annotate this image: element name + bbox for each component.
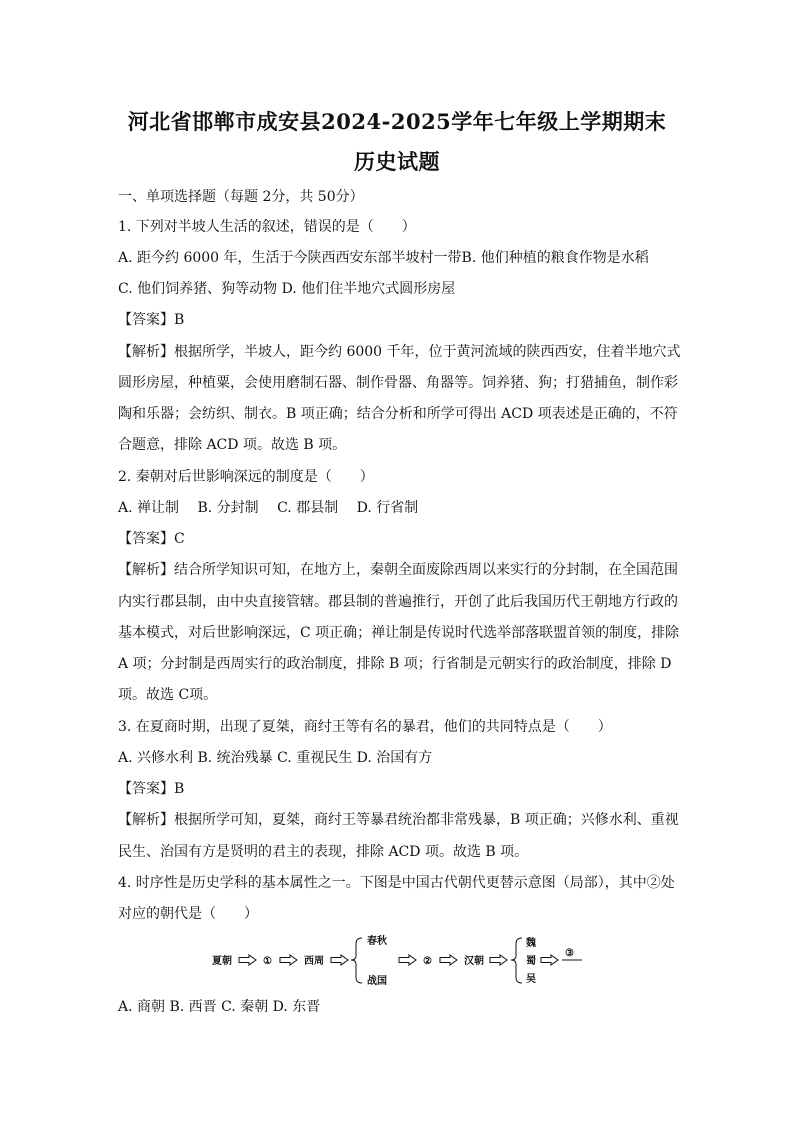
node-xizhou: 西周	[304, 956, 324, 967]
q2-options: A. 禅让制 B. 分封制 C. 郡县制 D. 行省制	[118, 500, 419, 516]
arrow-icon	[280, 955, 297, 965]
q1-options-ab: A. 距今约 6000 年，生活于今陕西西安东部半坡村一带B. 他们种植的粮食作物是水稻	[118, 250, 649, 266]
node-xia: 夏朝	[212, 956, 232, 967]
arrow-icon	[399, 955, 416, 965]
dynasty-succession-diagram	[210, 932, 590, 992]
question-4-cont: 对应的朝代是（ ）	[118, 906, 258, 922]
q2-analysis-line: 内实行郡县制，由中央直接管辖。郡县制的普遍推行，开创了此后我国历代王朝地方行政的	[118, 594, 678, 610]
q2-analysis-line: 【解析】结合所学知识可知，在地方上，秦朝全面废除西周以来实行的分封制，在全国范围	[118, 562, 678, 578]
node-wei: 魏	[526, 938, 536, 949]
q2-analysis-line: 项。故选 C项。	[118, 687, 218, 703]
node-circle-3: ③	[565, 948, 574, 959]
arrow-icon	[331, 955, 348, 965]
q1-analysis-line: 圆形房屋，种植粟，会使用磨制石器、制作骨器、角器等。饲养猪、狗；打猎捕鱼，制作彩	[118, 375, 678, 391]
q1-analysis-line: 陶和乐器；会纺织、制衣。B 项正确；结合分析和所学可得出 ACD 项表述是正确的，不符	[118, 406, 678, 422]
q1-analysis-line: 【解析】根据所学，半坡人，距今约 6000 千年，位于黄河流域的陕西西安，住着半地穴式	[118, 344, 681, 360]
q2-analysis-line: 基本模式，对后世影响深远，C 项正确；禅让制是传说时代选举部落联盟首领的制度，排除	[118, 625, 680, 641]
document-title: 河北省邯郸市成安县2024-2025学年七年级上学期期末	[127, 109, 667, 134]
arrow-icon	[239, 955, 256, 965]
q1-answer: 【答案】B	[118, 312, 185, 328]
section-heading: 一、单项选择题（每题 2分，共 50分）	[118, 189, 364, 205]
node-hanchao: 汉朝	[464, 956, 484, 967]
node-shu: 蜀	[526, 956, 536, 967]
q1-analysis-line: 合题意，排除 ACD 项。故选 B 项。	[118, 437, 347, 453]
arrow-icon	[490, 955, 507, 965]
q4-options: A. 商朝 B. 西晋 C. 秦朝 D. 东晋	[118, 999, 321, 1015]
node-circle-1: ①	[263, 956, 272, 967]
node-wu: 吴	[526, 974, 536, 985]
node-chunqiu: 春秋	[367, 936, 387, 947]
question-2: 2. 秦朝对后世影响深远的制度是（ ）	[118, 469, 374, 485]
q3-analysis-line: 【解析】根据所学可知，夏桀，商纣王等暴君统治都非常残暴，B 项正确；兴修水利、重视	[118, 812, 679, 828]
q3-answer: 【答案】B	[118, 781, 185, 797]
arrow-icon	[541, 955, 558, 965]
question-4: 4. 时序性是历史学科的基本属性之一。下图是中国古代朝代更替示意图（局部），其中②处	[118, 875, 675, 891]
brace-icon	[511, 938, 522, 983]
question-1: 1. 下列对半坡人生活的叙述，错误的是（ ）	[118, 219, 416, 235]
q3-options: A. 兴修水利 B. 统治残暴 C. 重视民生 D. 治国有方	[118, 750, 433, 766]
brace-icon	[351, 938, 362, 983]
q2-analysis-line: A 项；分封制是西周实行的政治制度，排除 B 项；行省制是元朝实行的政治制度，排除 D	[118, 656, 672, 672]
q3-analysis-line: 民生、治国有方是贤明的君主的表现，排除 ACD 项。故选 B 项。	[118, 844, 529, 860]
q2-answer: 【答案】C	[118, 531, 185, 547]
arrow-icon	[440, 955, 457, 965]
node-zhanguo: 战国	[367, 976, 387, 987]
document-subtitle: 历史试题	[354, 149, 440, 174]
question-3: 3. 在夏商时期，出现了夏桀，商纣王等有名的暴君，他们的共同特点是（ ）	[118, 719, 612, 735]
node-circle-2: ②	[423, 956, 432, 967]
q1-options-cd: C. 他们饲养猪、狗等动物 D. 他们住半地穴式圆形房屋	[118, 281, 456, 297]
